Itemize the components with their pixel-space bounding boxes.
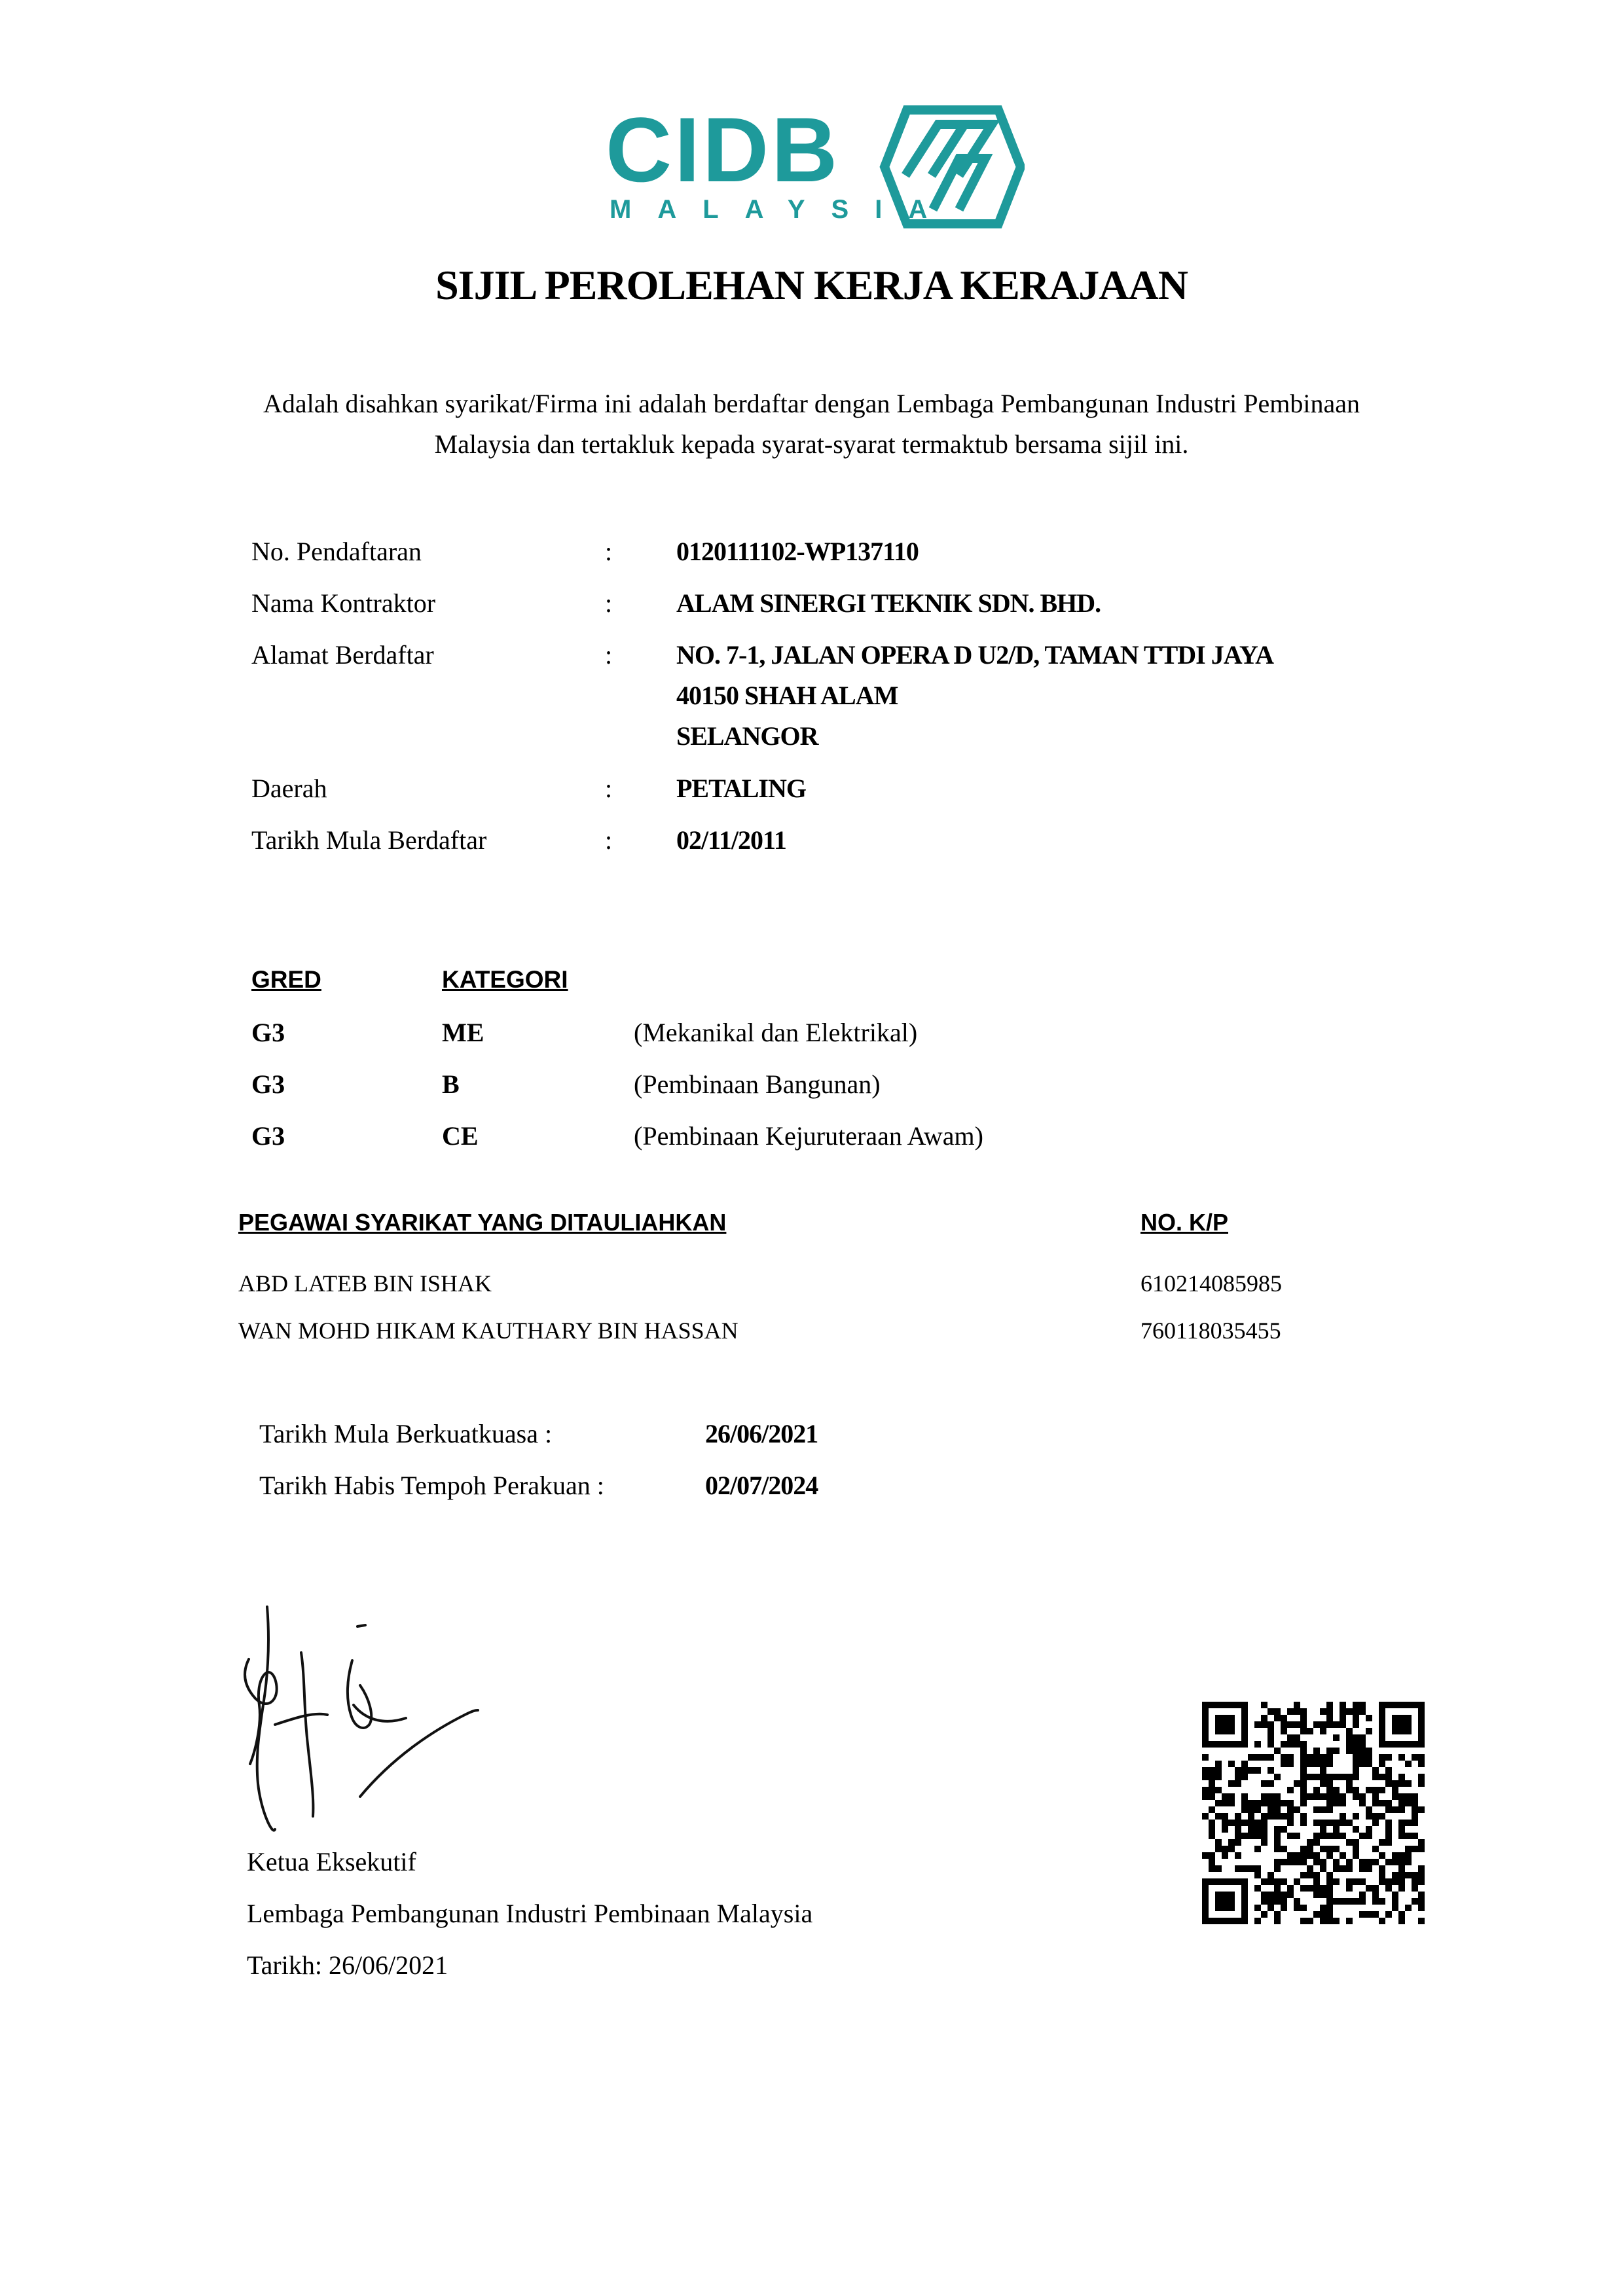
certificate-title: SIJIL PEROLEHAN KERJA KERAJAAN — [435, 262, 1188, 308]
registered-since-colon: : — [605, 825, 613, 855]
officer-1-name: ABD LATEB BIN ISHAK — [238, 1270, 492, 1297]
officers-header: PEGAWAI SYARIKAT YANG DITAULIAHKAN — [238, 1209, 727, 1236]
address-colon: : — [605, 640, 613, 670]
officer-1-id: 610214085985 — [1140, 1270, 1282, 1297]
officers-id-header: NO. K/P — [1140, 1209, 1229, 1236]
district-label: Daerah — [251, 774, 327, 803]
contractor-name-value: ALAM SINERGI TEKNIK SDN. BHD. — [676, 588, 1101, 618]
qr-code-icon — [1202, 1702, 1425, 1924]
grade-row-1-category: ME — [442, 1018, 484, 1047]
handwritten-signature-icon — [236, 1600, 530, 1836]
contractor-name-colon: : — [605, 588, 613, 618]
intro-line-1: Adalah disahkan syarikat/Firma ini adalah berdaftar dengan Lembaga Pembangunan Industri Pembinaan — [263, 389, 1360, 418]
logo-subtitle: MALAYSIA — [610, 195, 954, 224]
contractor-name-label: Nama Kontraktor — [251, 588, 436, 618]
grade-row-3-grade: G3 — [251, 1121, 285, 1151]
district-value: PETALING — [676, 774, 806, 803]
officer-2-name: WAN MOHD HIKAM KAUTHARY BIN HASSAN — [238, 1318, 739, 1344]
registered-since-value: 02/11/2011 — [676, 825, 786, 855]
district-colon: : — [605, 774, 613, 803]
grade-row-1-description: (Mekanikal dan Elektrikal) — [634, 1018, 918, 1047]
address-line-2: 40150 SHAH ALAM — [676, 681, 898, 710]
validity-start-value: 26/06/2021 — [705, 1419, 818, 1448]
grade-row-3-description: (Pembinaan Kejuruteraan Awam) — [634, 1121, 983, 1151]
registration-no-colon: : — [605, 537, 613, 566]
validity-end-value: 02/07/2024 — [705, 1471, 818, 1500]
grade-row-2-grade: G3 — [251, 1069, 285, 1099]
officer-2-id: 760118035455 — [1140, 1318, 1281, 1344]
signatory-date: Tarikh: 26/06/2021 — [247, 1950, 448, 1980]
cidb-logo — [606, 98, 1025, 229]
registration-no-value: 0120111102-WP137110 — [676, 537, 919, 566]
address-line-1: NO. 7-1, JALAN OPERA D U2/D, TAMAN TTDI JAYA — [676, 640, 1274, 670]
address-line-3: SELANGOR — [676, 721, 818, 751]
intro-line-2: Malaysia dan tertakluk kepada syarat-syarat termaktub bersama sijil ini. — [434, 429, 1189, 459]
grade-row-1-grade: G3 — [251, 1018, 285, 1047]
logo-wordmark: CIDB — [606, 98, 841, 201]
signatory-title: Ketua Eksekutif — [247, 1847, 416, 1876]
signatory-organization: Lembaga Pembangunan Industri Pembinaan Malaysia — [247, 1899, 813, 1928]
grade-row-2-category: B — [442, 1069, 460, 1099]
cidb-hexagon-mark-icon — [867, 105, 1025, 229]
category-header: KATEGORI — [442, 966, 568, 993]
validity-end-label: Tarikh Habis Tempoh Perakuan : — [259, 1471, 604, 1500]
grade-row-3-category: CE — [442, 1121, 479, 1151]
address-label: Alamat Berdaftar — [251, 640, 434, 670]
registration-no-label: No. Pendaftaran — [251, 537, 422, 566]
registered-since-label: Tarikh Mula Berdaftar — [251, 825, 487, 855]
validity-start-label: Tarikh Mula Berkuatkuasa : — [259, 1419, 553, 1448]
grade-row-2-description: (Pembinaan Bangunan) — [634, 1069, 881, 1099]
grade-header: GRED — [251, 966, 321, 993]
